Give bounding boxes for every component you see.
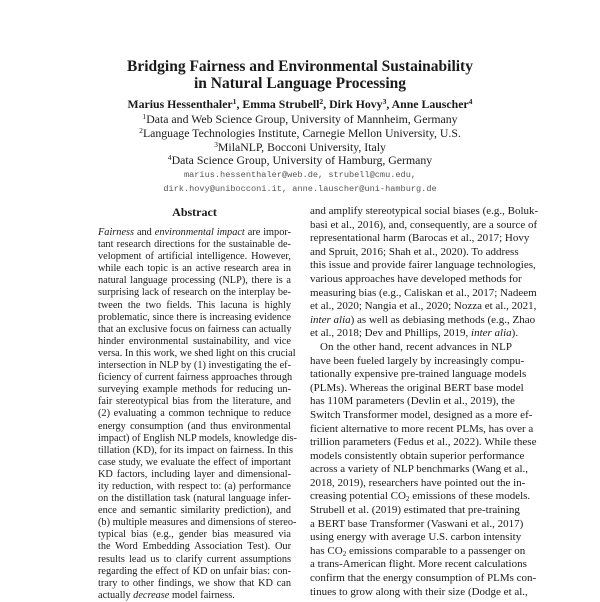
abstract-line bbox=[98, 347, 296, 360]
italic-text: inter alia bbox=[310, 313, 351, 326]
text-run: problematic, since there is increasing evidence bbox=[98, 311, 291, 323]
italic-text: environmental impact bbox=[154, 227, 245, 238]
abstract-heading: Abstract bbox=[172, 205, 217, 219]
text-run: are impor- bbox=[244, 227, 292, 238]
abstract-line bbox=[98, 408, 291, 420]
body-line bbox=[310, 558, 527, 572]
text-run: ence and semantic similarity prediction), and bbox=[98, 505, 291, 517]
text-run: hinder environmental sustainability, and vice bbox=[98, 335, 291, 347]
abstract-line bbox=[98, 287, 291, 299]
text-run: et al., 2018; Dev and Phillips, 2019, bbox=[310, 327, 472, 340]
body-line bbox=[310, 300, 537, 314]
text-run: case study, we evaluate the effect of important bbox=[98, 456, 291, 468]
text-run: impact) of English NLP models, knowledge dis- bbox=[98, 432, 297, 444]
abstract-line bbox=[98, 481, 291, 493]
abstract-line bbox=[98, 336, 291, 348]
body-line bbox=[310, 381, 524, 396]
abstract-line bbox=[98, 239, 291, 251]
affiliation-text: Data Science Group, University of Hamburg, Germany bbox=[171, 153, 433, 167]
text-run: this issue and provide fairer language technologies, bbox=[310, 259, 536, 272]
introduction-body bbox=[310, 205, 539, 599]
italic-text: Fairness bbox=[98, 227, 135, 238]
body-line bbox=[310, 585, 528, 600]
body-line bbox=[310, 408, 533, 423]
abstract-line bbox=[98, 578, 291, 590]
affiliation-line bbox=[0, 153, 600, 168]
author-name: Anne Lauscher bbox=[391, 97, 469, 111]
body-line bbox=[310, 205, 539, 219]
text-run: on the distillation task (natural language infer- bbox=[98, 493, 291, 505]
abstract-line bbox=[98, 251, 291, 263]
author-name: Marius Hessenthaler bbox=[127, 97, 233, 111]
abstract-line bbox=[98, 469, 291, 481]
affiliation-text: MilaNLP, Bocconi University, Italy bbox=[217, 140, 386, 154]
body-line bbox=[310, 341, 512, 355]
text-run: trary to other findings, we show that KD can bbox=[98, 577, 291, 589]
text-run: tillation (KD), for its impact on fairness. In this bbox=[98, 444, 294, 456]
text-run: Strubell et al. (2019) estimated that pre-training bbox=[310, 504, 520, 517]
abstract-line bbox=[98, 432, 297, 445]
text-run: trillion parameters (Fedus et al., 2022). While these bbox=[310, 436, 537, 449]
text-run: basi et al., 2016), and, consequently, are a source of bbox=[310, 218, 538, 231]
body-line bbox=[310, 232, 530, 246]
text-run: tinues to grow along with their size (Dodge et al., bbox=[310, 585, 528, 598]
paper-title-line-2: in Natural Language Processing bbox=[194, 75, 406, 92]
abstract-line bbox=[98, 421, 291, 433]
affiliation-marker: 1 bbox=[142, 111, 147, 121]
text-run: surveying example methods for reducing un- bbox=[98, 384, 291, 396]
body-line bbox=[310, 572, 537, 586]
text-run: emissions of these models. bbox=[409, 490, 531, 503]
text-run: intersection in NLP by (1) investigating the ef- bbox=[98, 360, 291, 372]
body-line bbox=[310, 327, 519, 341]
text-run: that an exclusive focus on fairness can actually bbox=[98, 323, 292, 335]
text-run: the Word Embedding Association Test). Our bbox=[98, 541, 291, 553]
body-line bbox=[310, 476, 526, 491]
italic-text: decrease bbox=[133, 589, 170, 601]
text-run: using energy with average U.S. carbon intensity bbox=[310, 531, 522, 544]
abstract-line bbox=[98, 324, 291, 336]
text-run: velopment of artificial intelligence. However, bbox=[98, 251, 291, 263]
author-list: Marius Hessenthaler$^1$, Emma Strubell$^2$, Dirk Hovy$^3$, Anne Lauscher$^4$ bbox=[127, 96, 473, 111]
text-run: (2) evaluating a common technique to reduce bbox=[98, 408, 291, 420]
abstract-line bbox=[98, 300, 291, 312]
text-run: ficiency of current fairness approaches through bbox=[98, 372, 293, 384]
abstract-line bbox=[98, 444, 294, 457]
text-run: ) as well as debiasing methods (e.g., Zhao bbox=[350, 313, 536, 326]
text-run: ). bbox=[511, 327, 519, 340]
body-line bbox=[310, 286, 537, 301]
abstract-line bbox=[98, 372, 291, 384]
text-run: (PLMs). Whereas the original BERT base model bbox=[310, 381, 524, 394]
text-run: tween the two fields. This lacuna is highly bbox=[98, 299, 291, 311]
text-run: representational harm (Barocas et al., 2017; Hovy bbox=[310, 232, 530, 245]
body-line bbox=[310, 531, 522, 545]
italic-text: inter alia bbox=[471, 327, 512, 340]
abstract-line bbox=[98, 493, 291, 505]
author-affiliation-marker: 2 bbox=[319, 96, 324, 106]
text-run: ity reduction, with respect to: (a) performance bbox=[98, 480, 291, 492]
affiliation-marker: 3 bbox=[214, 139, 218, 149]
text-run: and bbox=[134, 227, 155, 238]
body-line bbox=[310, 245, 519, 260]
text-run: a trans-American flight. More recent calculations bbox=[310, 558, 527, 571]
text-run: models consistently obtain superior performance bbox=[310, 449, 525, 462]
body-line bbox=[310, 436, 537, 450]
text-run: and Spruit, 2016; Shah et al., 2020). To address bbox=[310, 245, 519, 258]
text-run: has CO bbox=[310, 544, 343, 557]
abstract-line bbox=[98, 529, 291, 541]
subscript: 2 bbox=[405, 495, 410, 504]
author-affiliation-marker: 1 bbox=[232, 96, 237, 106]
abstract-line bbox=[98, 517, 297, 529]
body-line bbox=[310, 354, 525, 369]
text-run: energy consumption (and thus environmental bbox=[98, 420, 291, 432]
text-run: KD factors, including layer and dimensional- bbox=[98, 468, 291, 480]
affiliation-text: Data and Web Science Group, University of Mannheim, Germany bbox=[146, 112, 458, 126]
text-run: confirm that the energy consumption of PLMs con- bbox=[310, 572, 537, 585]
abstract-line bbox=[98, 227, 291, 239]
text-run: results lead us to clarify current assumptions bbox=[98, 553, 291, 565]
affiliation-line bbox=[0, 112, 600, 127]
paper-title-line-1: Bridging Fairness and Environmental Sustainability bbox=[127, 58, 473, 75]
body-line bbox=[310, 368, 527, 382]
body-line bbox=[310, 313, 536, 328]
author-name: Dirk Hovy bbox=[329, 97, 383, 111]
text-run: model fairness. bbox=[169, 589, 235, 601]
affiliation-text: Language Technologies Institute, Carnegie Mellon University, U.S. bbox=[142, 126, 461, 140]
body-line bbox=[310, 490, 531, 504]
text-run: natural language processing (NLP), there is a bbox=[98, 275, 291, 287]
abstract-line bbox=[98, 590, 291, 602]
body-line bbox=[310, 544, 526, 559]
abstract-line bbox=[98, 312, 291, 324]
text-run: fair stereotypical bias from the literature, and bbox=[98, 396, 291, 408]
text-run: various approaches have developed methods for bbox=[310, 272, 522, 285]
text-run: measuring bias (e.g., Caliskan et al., 2017; Nadeem bbox=[310, 286, 537, 299]
abstract-line bbox=[98, 360, 291, 372]
abstract-line bbox=[98, 554, 291, 566]
email-line-2: dirk.hovy@unibocconi.it, anne.lauscher@uni-hamburg.de bbox=[163, 184, 437, 194]
text-run: On the other hand, recent advances in NLP bbox=[320, 340, 512, 353]
text-run: et al., 2020; Nangia et al., 2020; Nozza et al., 2021, bbox=[310, 300, 537, 313]
text-run: surprising lack of research on the interplay be- bbox=[98, 287, 291, 299]
affiliation-marker: 4 bbox=[167, 152, 172, 162]
text-run: while each topic is an active research area in bbox=[98, 263, 291, 275]
body-line bbox=[310, 259, 536, 273]
text-run: creasing potential CO bbox=[310, 490, 406, 503]
abstract-line bbox=[98, 263, 291, 275]
abstract-line bbox=[98, 275, 291, 287]
abstract-line bbox=[98, 505, 291, 517]
text-run: versa. In this work, we shed light on this crucial bbox=[98, 347, 296, 359]
text-run: ficient alternative to more recent PLMs, has over a bbox=[310, 422, 534, 435]
abstract-body bbox=[98, 227, 297, 602]
author-affiliation-marker: 4 bbox=[468, 96, 473, 106]
body-line bbox=[310, 422, 534, 437]
body-line bbox=[310, 449, 525, 464]
text-run: has 110M parameters (Devlin et al., 2019), the bbox=[310, 395, 515, 408]
author-affiliation-marker: 3 bbox=[382, 96, 387, 106]
text-run: and amplify stereotypical social biases (e.g., Boluk- bbox=[310, 205, 539, 217]
text-run: (b) multiple measures and dimensions of stereo- bbox=[98, 517, 297, 529]
text-run: have been fueled largely by increasingly compu- bbox=[310, 354, 525, 367]
body-line bbox=[310, 504, 520, 518]
body-line bbox=[310, 395, 515, 409]
text-run: regarding the effect of KD on unfair bias: con- bbox=[98, 565, 291, 577]
abstract-line bbox=[98, 384, 291, 396]
text-run: emissions comparable to a passenger on bbox=[346, 544, 526, 557]
body-line bbox=[310, 463, 529, 477]
text-run: across a variety of NLP benchmarks (Wang et al., bbox=[310, 463, 529, 476]
affiliation-line bbox=[0, 126, 600, 141]
subscript: 2 bbox=[342, 549, 347, 558]
text-run: tationally expensive pre-trained language models bbox=[310, 368, 527, 381]
abstract-line bbox=[98, 396, 291, 408]
body-line bbox=[310, 218, 538, 233]
affiliation-marker: 2 bbox=[139, 125, 143, 135]
abstract-line bbox=[98, 566, 291, 578]
text-run: actually bbox=[98, 589, 134, 601]
text-run: 2018, 2019), researchers have pointed out the in- bbox=[310, 476, 526, 489]
text-run: a BERT base Transformer (Vaswani et al., 2017) bbox=[310, 517, 524, 530]
body-line bbox=[310, 272, 522, 287]
body-line bbox=[310, 517, 524, 532]
abstract-line bbox=[98, 541, 291, 553]
abstract-line bbox=[98, 457, 291, 469]
text-run: tant research directions for the sustainable de- bbox=[98, 239, 291, 251]
author-name: Emma Strubell bbox=[242, 97, 320, 111]
email-line-1: marius.hessenthaler@web.de, strubell@cmu.edu, bbox=[183, 170, 417, 180]
text-run: typical bias (e.g., gender bias measured via bbox=[98, 529, 291, 541]
text-run: Switch Transformer model, designed as a more ef- bbox=[310, 408, 533, 421]
